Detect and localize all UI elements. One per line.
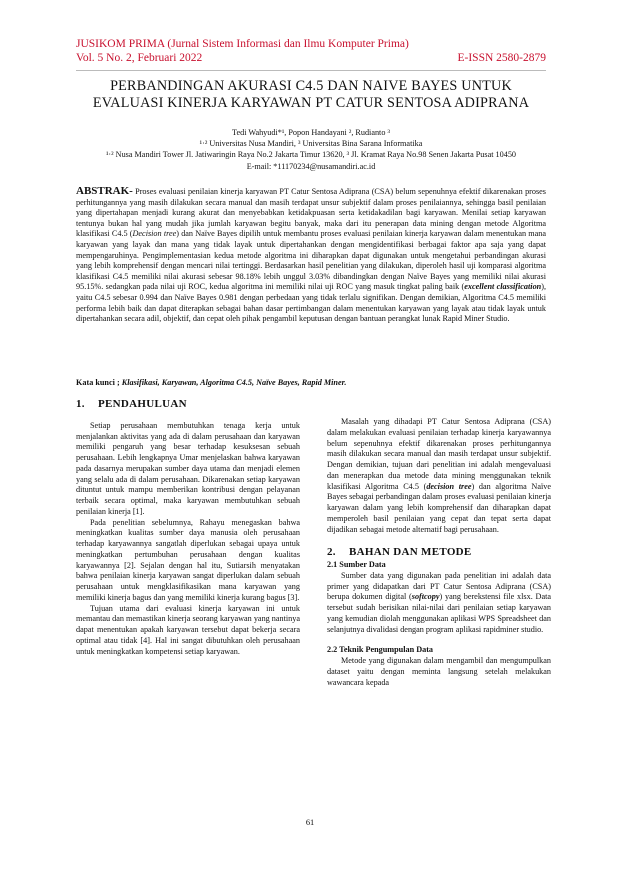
abstract-text-1: Proses evaluasi penilaian kinerja karyawan PT Catur Sentosa Adiprana (CSA) belum sepenuhnya efektif dikarenakan proses perhitungannya yang masih dilakukan secara manual dan masih terdapat unsur subjektif dalam proses penilaiannya, sehingga basil penilaian yang dipertahapan menjadi kurang akurat dan menyebabkan ketidakpuasan serta ketidakadilan bagi karyawan. Menilai setiap karyawan tentunya bukan hal yang mudah jika jumlah karyawan begitu banyak, maka dari itu penerapan data mining dengan metode Algoritma klasifikasi C4.5 (: [76, 187, 546, 239]
abstract-text-3: ), yaitu C4.5 sebesar 0.994 dan Naïve Bayes 0.981 dengan perbedaan yang tidak terlalu signifikan. Dengan demikian, Algoritma C4.5 memiliki performa lebih baik dan dapat diterapkan sebagai bahan dasar pertimbangan dalam menentukan karyawan yang layak atau tidak layak untuk dipertahankan secara adil, objektif, dan cepat oleh pihak pengambil keputusan dengan bantuan perangkat lunak Rapid Miner Studio.: [76, 282, 547, 324]
journal-name: JUSIKOM PRIMA (Jurnal Sistem Informasi dan Ilmu Komputer Prima): [76, 38, 409, 50]
keywords-text: Klasifikasi, Karyawan, Algoritma C4.5, Naïve Bayes, Rapid Miner.: [119, 378, 347, 387]
journal-volume: Vol. 5 No. 2, Februari 2022: [76, 52, 203, 64]
header-divider: [76, 70, 546, 71]
journal-issue-row: [76, 51, 546, 65]
section-2-number: 2.: [327, 546, 336, 559]
left-column: [76, 399, 300, 657]
section-1-heading: [76, 399, 300, 410]
section-1-paragraph-1: Setiap perusahaan membutuhkan tenaga kerja untuk menjalankan aktivitas yang ada di dalam perusahaan dan karyawan memiliki pengaruh yang besar terhadap kesuksesan sebuah perusahaan. Lebih lengkapnya Umar menjelaskan bahwa karyawan pada dasarnya merupakan sumber daya utama dan menjadi elemen yang selalu ada di dalam perusahaan. Dikarenakan setiap karyawan dituntut untuk mampu memberikan kontribusi dengan pelayanan terbaik secara optimal, maka karyawan membutuhkan sebuah penilaian kinerja [1].: [76, 420, 300, 516]
subsection-2-1-emphasis: softcopy: [411, 592, 440, 602]
abstract: [76, 186, 546, 325]
section-1-paragraph-2: Pada penelitian sebelumnya, Rahayu menegaskan bahwa meningkatkan kualitas sumber daya manusia oleh perusahaan terhadap karyawannya sangatlah diperlukan sebagai upaya untuk meningkatkan pertumbuhan perusahaan dengan kualitas karyawannya [2]. Sejalan dengan hal itu, Sutiarsih menyatakan bahwa penilaian kinerja karyawan sangat diperlukan dalam sebuah perusahaan untuk mengklasifikasikan mana karyawan yang memiliki kinerja bagus dan yang memiliki kinerja kurang bagus [3].: [76, 517, 300, 602]
author-email: E-mail: *11170234@nusamandiri.ac.id: [246, 161, 376, 171]
paper-title-line-2: EVALUASI KINERJA KARYAWAN PT CATUR SENTOSA ADIPRANA: [92, 95, 530, 111]
author-affiliation-2: ¹·² Nusa Mandiri Tower Jl. Jatiwaringin Raya No.2 Jakarta Timur 13620, ³ Jl. Kramat Raya No.98 Senen Jakarta Pusat 10450: [105, 150, 517, 160]
subsection-2-2-heading: 2.2 Teknik Pengumpulan Data: [327, 645, 434, 655]
subsection-2-1-text-2: ) yang berekstensi file xlsx. Data tersebut sudah berisikan nilai-nilai dari penilaian setiap karyawan yang kemudian diolah menggunakan aplikasi WPS Spreadsheet dan selanjutnya divalidasi dengan program aplikasi rapidminer studio.: [327, 592, 551, 634]
journal-eissn: E-ISSN 2580-2879: [457, 52, 546, 64]
section-1-title: PENDAHULUAN: [98, 398, 187, 410]
author-affiliation-1: ¹·² Universitas Nusa Mandiri, ³ Universitas Bina Sarana Informatika: [199, 139, 423, 149]
subsection-2-1-heading: 2.1 Sumber Data: [327, 560, 386, 569]
abstract-label: ABSTRAK-: [76, 185, 133, 197]
authors-block: [76, 127, 546, 172]
journal-header: [76, 37, 546, 65]
section-1-paragraph-3: Tujuan utama dari evaluasi kinerja karyawan ini untuk memantau dan memastikan kinerja seorang karyawan yang nantinya dapat menentukan apakah karyawan tersebut dapat bekerja secara optimal atau tidak [4]. Hal ini sangat dibutuhkan oleh perusahaan untuk meningkatkan kompetensi setiap karyawan.: [76, 603, 300, 656]
abstract-emphasis-1: Decision tree: [132, 229, 177, 239]
keywords: [76, 378, 546, 389]
subsection-2-1-paragraph: [327, 571, 551, 636]
paper-title: [76, 78, 546, 112]
abstract-emphasis-2: excellent classification: [464, 282, 542, 292]
subsection-2-1-text-1: Sumber data yang digunakan pada penelitian ini adalah data primer yang didapatkan dari PT Catur Sentosa Adiprana (CSA) berupa dokumen digital (: [327, 570, 551, 602]
subsection-2-2-paragraph: Metode yang digunakan dalam mengambil dan mengumpulkan dataset yaitu dengan meminta langsung setelah melakukan wawancara kepada: [327, 656, 551, 687]
intro-continuation-text-2: ) dan algoritma Naïve Bayes sebagai perbandingan dalam proses evaluasi penilaian kinerja karyawan dalam yang lebih komprehensif dan diharapkan dapat memperoleh basil penilaian yang cepat dan tepat serta dapat dijadikan sebagai metode alternatif bagi perusahaan.: [327, 481, 551, 534]
right-column: [327, 417, 551, 688]
paper-title-line-1: PERBANDINGAN AKURASI C4.5 DAN NAIVE BAYES UNTUK: [110, 78, 512, 94]
abstract-text-2: ) dan Naïve Bayes dipilih untuk membantu proses evaluasi penilaian kinerja karyawan dalam menentukan mana karyawan yang layak dan mana yang tidak layak untuk dipertahankan dengan mengidentifikasi berbagai faktor apa saja yang dapat mempengaruhinya. Pengimplementasian kedua metode algoritma ini diharapkan dapat digunakan untuk mengetahui perbandingan akurasi yang lebih komprehensif dengan mencari nilai tertinggi. Berdasarkan hasil penelitian yang dilakukan, diperoleh hasil uji komparasi algoritma klasifikasi C4.5 memiliki nilai akurasi sebesar 98.18% lebih unggul 3.03% dibandingkan dengan Naïve Bayes yang memiliki nilai akurasi 95.15%. sedangkan pada nilai uji ROC, kedua algoritma ini memiliki nilai uji ROC yang masuk tingkat paling baik (: [76, 229, 547, 292]
keywords-label: Kata kunci ;: [76, 378, 120, 387]
intro-continuation-emphasis: decision tree: [426, 481, 472, 491]
section-2-heading: [327, 547, 551, 558]
section-2-title: BAHAN DAN METODE: [349, 546, 472, 559]
page-number: 61: [305, 818, 315, 827]
intro-continuation-text-1: Masalah yang dihadapi PT Catur Sentosa Adiprana (CSA) dalam melakukan evaluasi penilaian terhadap kinerja karyawannya belum sepenuhnya efektif dikarenakan proses perhitungannya masih dilakukan secara manual dan masih terdapat unsur subjektif. Dengan demikian, tujuan dari penelitian ini adalah mengevaluasi dan menerapkan dua metode data mining menggunakan teknik klasifikasi Algoritma C4.5 (: [327, 417, 551, 491]
section-1-number: 1.: [76, 398, 85, 410]
author-names: Tedi Wahyudi*¹, Popon Handayani ², Rudianto ³: [232, 128, 390, 137]
intro-continuation-paragraph: [327, 417, 551, 535]
